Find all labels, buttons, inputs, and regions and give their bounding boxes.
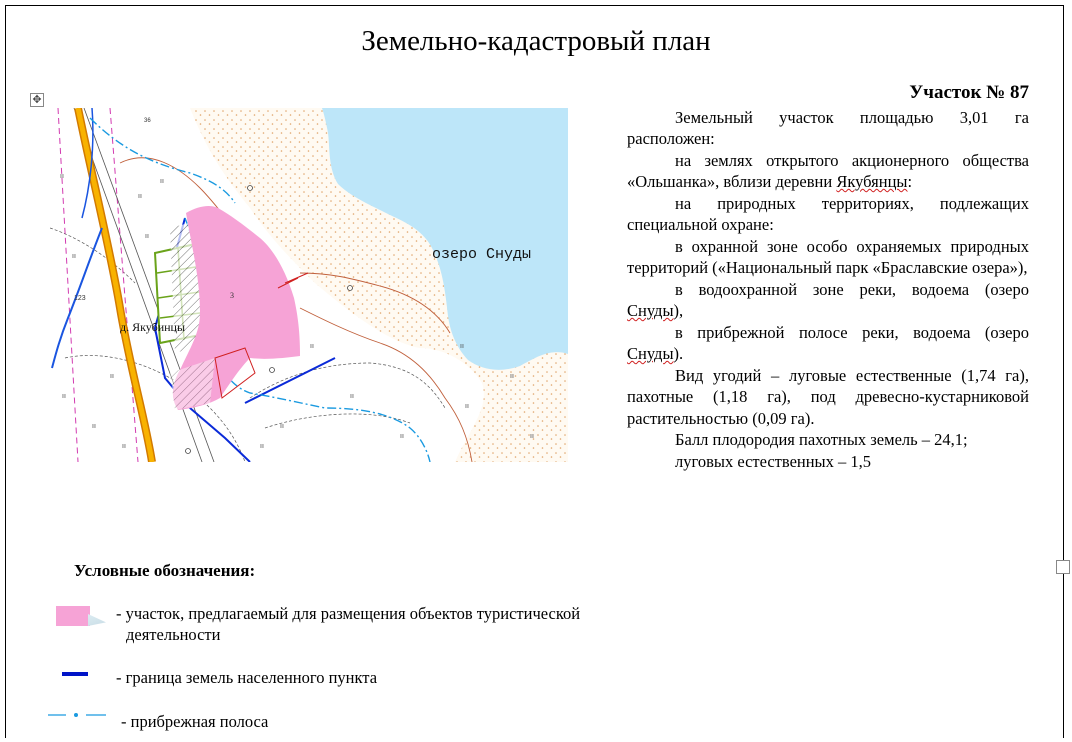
village-name: Якубянцы (836, 172, 908, 191)
page-title: Земельно-кадастровый план (361, 25, 711, 57)
table-move-handle-icon[interactable]: ✥ (30, 93, 44, 107)
map-village-label: д. Якубинцы (120, 320, 186, 334)
lake-name: Снуды (627, 301, 674, 320)
plot-info (627, 82, 1029, 472)
table-resize-handle-icon[interactable] (1056, 560, 1070, 574)
map-lake-label: озеро Снуды (432, 246, 532, 263)
svg-text:ıı: ıı (310, 342, 314, 350)
info-coastal-strip: в прибрежной полосе реки, водоема (озеро Снуды). (627, 322, 1029, 363)
svg-text:ıı: ıı (145, 232, 149, 240)
map-grid-number-1: 36 (144, 118, 151, 124)
info-fertility-arable: Балл плодородия пахотных земель – 24,1; (675, 430, 968, 449)
info-fertility-meadow: луговых естественных – 1,5 (675, 451, 872, 471)
info-protected-territories: на природных территориях, подлежащих специальной охране: (627, 193, 1029, 234)
plot-heading: Участок № 87 (909, 82, 1029, 103)
info-area: Земельный участок площадью 3,01 га расположен: (627, 107, 1029, 148)
svg-text:ıı: ıı (530, 432, 534, 440)
svg-text:ıı: ıı (460, 342, 464, 350)
svg-text:ıı: ıı (110, 372, 114, 380)
info-protection-zone: в охранной зоне особо охраняемых природных территорий («Национальный парк «Браславские озера»), (627, 236, 1029, 277)
svg-text:ıı: ıı (260, 442, 264, 450)
svg-text:ıı: ıı (62, 392, 66, 400)
legend-coastal-swatch (48, 710, 108, 720)
map-grid-number-2: 123 (74, 295, 86, 302)
svg-text:ıı: ıı (400, 432, 404, 440)
lake-name: Снуды (627, 344, 674, 363)
svg-text:ıı: ıı (465, 402, 469, 410)
info-owner: на землях открытого акционерного общества «Ольшанка», вблизи деревни Якубянцы: (627, 150, 1029, 191)
svg-text:ıı: ıı (138, 192, 142, 200)
legend-boundary-swatch (62, 672, 88, 676)
legend-plot-label-cont: деятельности (126, 625, 221, 644)
svg-text:ıı: ıı (92, 422, 96, 430)
legend-plot-swatch (56, 606, 90, 626)
svg-text:ıı: ıı (122, 442, 126, 450)
cadastral-map (50, 108, 568, 462)
info-land-types: Вид угодий – луговые естественные (1,74 га), пахотные (1,18 га), под древесно-кустарниковой растительностью (0,09 га). (627, 365, 1029, 428)
info-water-protection-zone: в водоохранной зоне реки, водоема (озеро Снуды), (627, 279, 1029, 320)
svg-text:ıı: ıı (60, 172, 64, 180)
svg-text:ıı: ıı (350, 392, 354, 400)
map-plot-number: 3 (230, 291, 234, 300)
svg-text:ıı: ıı (510, 372, 514, 380)
svg-text:ıı: ıı (160, 177, 164, 185)
svg-text:ıı: ıı (280, 422, 284, 430)
svg-text:ıı: ıı (72, 252, 76, 260)
legend-coastal-label: - прибрежная полоса (121, 712, 269, 731)
legend-boundary-label: - граница земель населенного пункта (116, 668, 378, 687)
legend-plot-label: - участок, предлагаемый для размещения объектов туристической (116, 604, 581, 623)
legend-title: Условные обозначения: (74, 561, 256, 580)
